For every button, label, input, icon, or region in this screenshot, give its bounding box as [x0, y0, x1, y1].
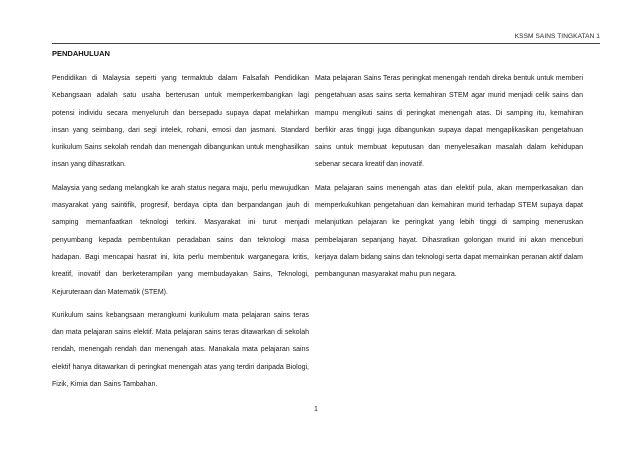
paragraph: Mata pelajaran Sains Teras peringkat menengah rendah direka bentuk untuk memberi pengetahuan asas sains serta kemahiran STEM agar murid menjadi celik sains dan mampu mengikuti sains di peringkat menengah atas. Di samping itu, kemahiran berfikir aras tinggi juga dibangunkan supaya dapat mengaplikasikan pengetahuan sains untuk membuat keputusan dan menyelesaikan masalah dalam kehidupan sebenar secara kreatif dan inovatif. [315, 75, 583, 169]
right-text-column [315, 70, 583, 290]
header-divider [52, 43, 600, 44]
paragraph: Mata pelajaran sains menengah atas dan elektif pula, akan memperkasakan dan memperkukuhkan pengetahuan dan kemahiran murid terhadap STEM supaya dapat melanjutkan pelajaran ke peringkat yang lebih tinggi di samping meneruskan pembelajaran sepanjang hayat. Dihasratkan golongan murid ini akan menceburi kerjaya dalam bidang sains dan teknologi serta dapat memainkan peranan aktif dalam pembangunan masyarakat mahu pun negara. [315, 184, 583, 279]
left-text-column [52, 70, 309, 399]
page-number: 1 [314, 406, 318, 413]
section-title: PENDAHULUAN [52, 49, 110, 58]
paragraph: Malaysia yang sedang melangkah ke arah status negara maju, perlu mewujudkan masyarakat yang saintifik, progresif, berdaya cipta dan berpandangan jauh di samping memanfaatkan teknologi terkini. Masyarakat ini turut menjadi penyumbang kepada pembentukan peradaban sains dan teknologi masa hadapan. Bagi mencapai hasrat ini, kita perlu membentuk warganegara kritis, kreatif, inovatif dan berketerampilan yang membudayakan Sains, Teknologi, Kejuruteraan dan Matematik (STEM). [52, 184, 309, 296]
paragraph: Pendidikan di Malaysia seperti yang termaktub dalam Falsafah Pendidikan Kebangsaan adalah satu usaha berterusan untuk memperkembangkan lagi potensi individu secara menyeluruh dan bersepadu supaya dapat melahirkan insan yang seimbang, dari segi intelek, rohani, emosi dan jasmani. Standard kurikulum Sains sekolah rendah dan menengah dibangunkan untuk menghasilkan insan yang dihasratkan. [52, 75, 309, 169]
document-header-label: KSSM SAINS TINGKATAN 1 [514, 33, 600, 40]
paragraph: Kurikulum sains kebangsaan merangkumi kurikulum mata pelajaran sains teras dan mata pelajaran sains elektif. Mata pelajaran sains teras ditawarkan di sekolah rendah, menengah rendah dan menengah atas. Manakala mata pelajaran sains elektif hanya ditawarkan di peringkat menengah atas yang terdiri daripada Biologi, Fizik, Kimia dan Sains Tambahan. [52, 311, 309, 389]
